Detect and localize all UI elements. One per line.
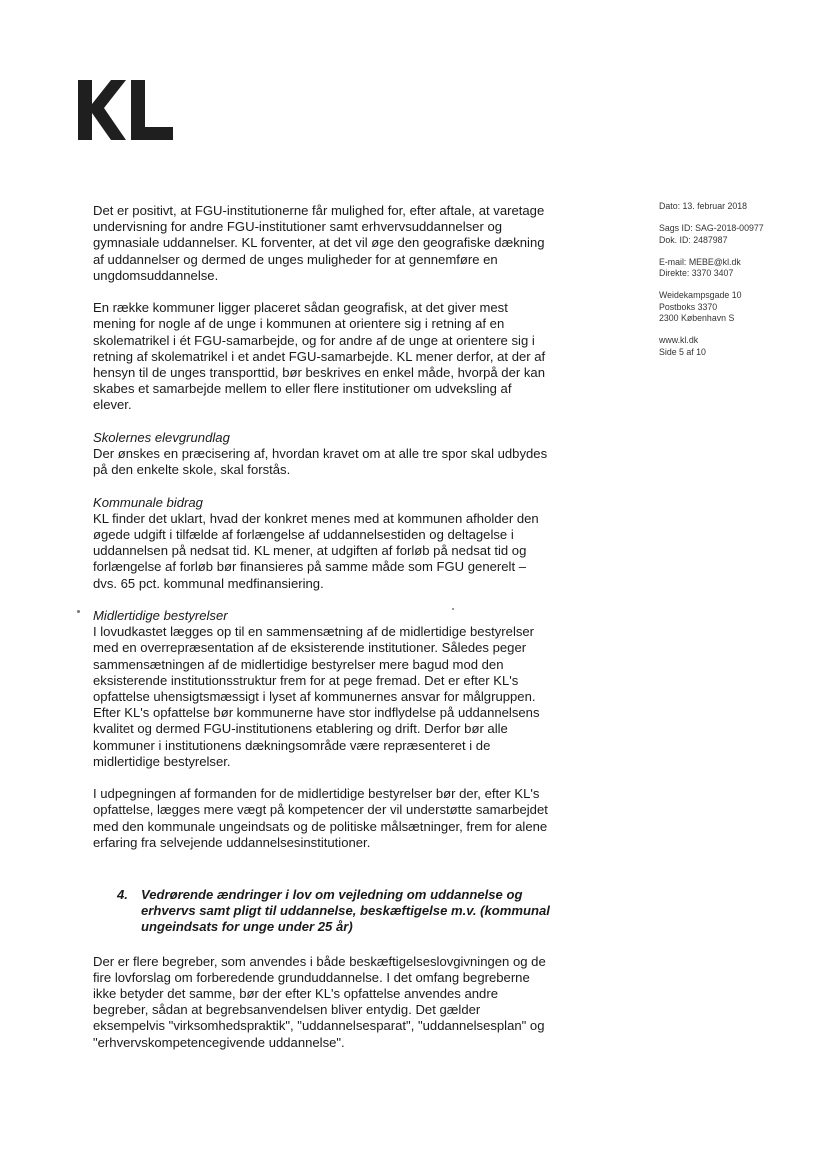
paragraph-fgu-cooperation: Det er positivt, at FGU-institutionerne får mulighed for, efter aftale, at varetage undervisning for andre FGU-institutioner samt erhvervsuddannelser og gymnasiale uddannelser. KL forventer, at det vil øge den geografiske dækning af uddannelser og dermed de unges muligheder for at gennemføre en ungdomsuddannelse. [93, 203, 545, 283]
subheading-municipal-contribution: Kommunale bidrag [93, 494, 203, 510]
paragraph-geography: En række kommuner ligger placeret sådan geografisk, at det giver mest mening for nogle af de unge i kommunen at orientere sig i retning af en skolematrikel i ét FGU-samarbejde, og for andre af de unge at orientere sig i retning af skolematrikel i et andet FGU-samarbejde. KL mener derfor, at der af hensyn til de unges transporttid, bør beskrives en enkel måde, hvorpå der kan skabes et samarbejde mellem to eller flere institutioner om udveksling af elever. [93, 300, 546, 413]
case-id-line: Sags ID: SAG-2018-00977 [659, 223, 764, 234]
direct-line: Direkte: 3370 3407 [659, 268, 734, 279]
doc-id-line: Dok. ID: 2487987 [659, 234, 728, 245]
email-line: E-mail: MEBE@kl.dk [659, 256, 741, 267]
paragraph-student-base: Der ønskes en præcisering af, hvordan kravet om at alle tre spor skal udbydes på den enkelte skole, skal forstås. [93, 446, 548, 478]
address-group [659, 290, 819, 324]
date-line: Dato: 13. februar 2018 [659, 201, 748, 211]
scan-speck [77, 610, 80, 613]
paragraph-chairman: I udpegningen af formanden for de midlertidige bestyrelser bør der, efter KL's opfattelse, lægges mere vægt på kompetencer der vil understøtte samarbejdet med den kommunale ungeindsats og de politiske målsætninger, frem for alene erfaring fra selvejende uddannelsesinstitutioner. [93, 786, 548, 850]
paragraph-municipal-contribution: KL finder det uklart, hvad der konkret menes med at kommunen afholder den øgede udgift i tilfælde af forlængelse af uddannelsestiden og deltagelse i uddannelsen på nedsat tid. KL mener, at udgiften af forløb på nedsat tid og forlængelse af forløb bør finansieres på samme måde som FGU generelt – dvs. 65 pct. kommunal medfinansiering. [93, 510, 539, 591]
city-line: 2300 København S [659, 313, 735, 324]
letter-body [93, 203, 551, 1067]
sidebar-metadata [659, 201, 819, 369]
section-number: 4. [117, 887, 128, 903]
scan-speck [452, 608, 454, 610]
contact-group [659, 257, 819, 280]
subheading-temporary-boards: Midlertidige bestyrelser [93, 608, 228, 624]
date-group [659, 201, 819, 212]
paragraph-terminology: Der er flere begreber, som anvendes i både beskæftigelseslovgivningen og de fire lovforslag om forberedende grunduddannelse. I det omfang begreberne ikke betyder det samme, bør der efter KL's opfattelse anvendes andre begreber, sådan at begrebsanvendelsen bliver entydig. Det gælder eksempelvis "virksomhedspraktik", "uddannelsesparat", "uddannelsesplan" og "erhvervskompetencegivende uddannelse". [93, 953, 546, 1050]
street-line: Weidekampsgade 10 [659, 290, 742, 301]
section-title: Vedrørende ændringer i lov om vejledning om uddannelse og erhvervs samt pligt til uddannelse, beskæftigelse m.v. (kommunal ungeindsats for unge under 25 år) [141, 887, 550, 935]
section-heading [117, 887, 551, 936]
postbox-line: Postboks 3370 [659, 301, 718, 312]
kl-logo [78, 80, 173, 140]
page-number: Side 5 af 10 [659, 346, 706, 357]
web-line: www.kl.dk [659, 335, 699, 346]
web-group [659, 335, 819, 358]
subheading-student-base: Skolernes elevgrundlag [93, 429, 230, 445]
ids-group [659, 223, 819, 246]
paragraph-temporary-boards: I lovudkastet lægges op til en sammensætning af de midlertidige bestyrelser med en overrepræsentation af de eksisterende institutioner. Således peger sammensætningen af de midlertidige bestyrelser mere bagud mod den eksisterende institutionsstruktur frem for at pege fremad. Det er efter KL's opfattelse uhensigtsmæssigt i lyset af kommunernes ansvar for målgruppen. Efter KL's opfattelse bør kommunerne have stor indflydelse på uddannelsens kvalitet og dermed FGU-institutionens etablering og drift. Derfor bør alle kommuner i institutionens dækningsområde være repræsenteret i de midlertidige bestyrelser. [93, 624, 540, 769]
